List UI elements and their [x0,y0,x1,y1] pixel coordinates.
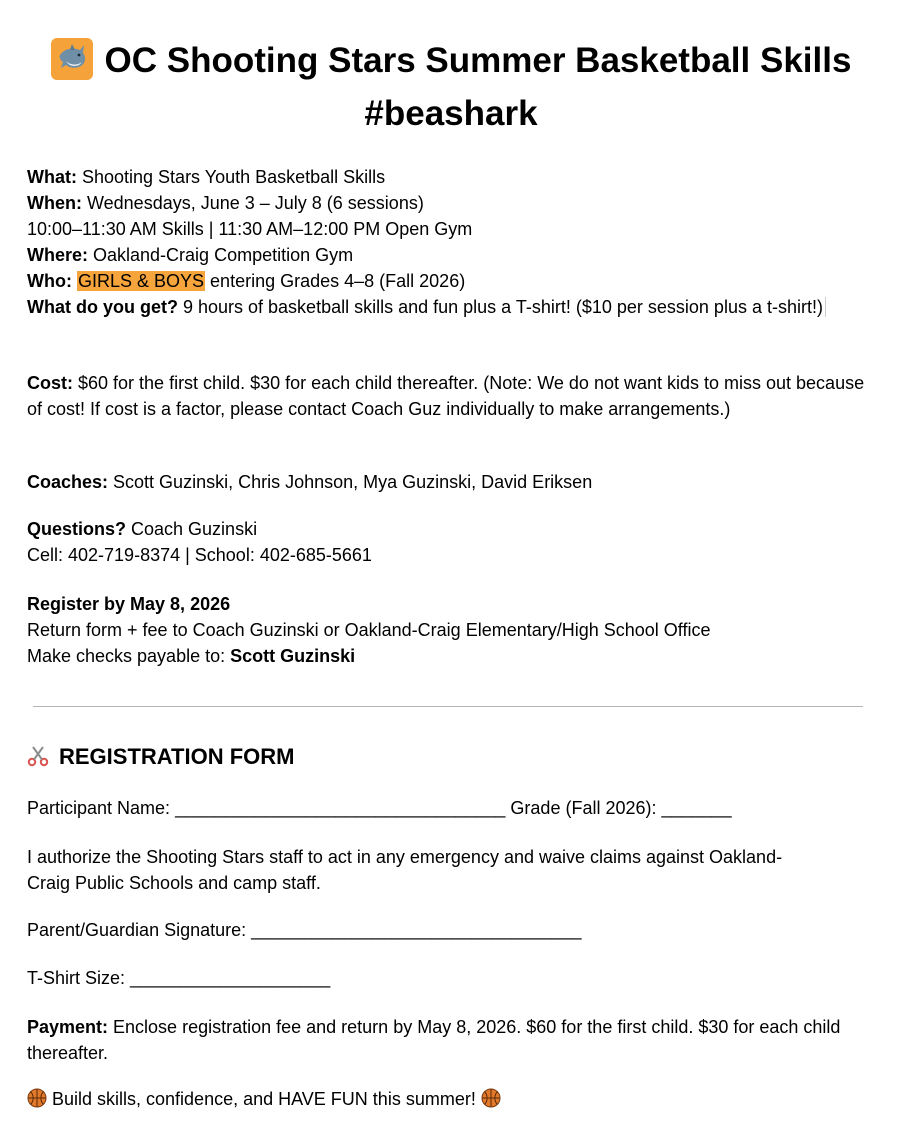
shark-icon [51,38,93,80]
return-instructions: Return form + fee to Coach Guzinski or Oakland-Craig Elementary/High School Office [27,620,711,640]
participant-label: Participant Name: [27,798,176,818]
questions-line [27,516,877,542]
who-value: entering Grades 4–8 (Fall 2026) [205,271,466,291]
questions-value: Coach Guzinski [126,519,258,539]
basketball-icon [27,1088,47,1108]
register-block [27,591,877,669]
info-block [27,164,877,320]
checks-text: Make checks payable to: [27,646,231,666]
registration-heading-text: REGISTRATION FORM [59,744,295,769]
where-label: Where: [27,245,89,265]
payment-paragraph [27,1014,867,1066]
what-you-get-line [27,294,847,320]
get-value: 9 hours of basketball skills and fun plus a T-shirt! ($10 per session plus a t-shirt!) [177,297,823,317]
participant-name-field[interactable]: _________________________________ [175,798,506,818]
grade-label: Grade (Fall 2026): [505,798,662,818]
tshirt-line [27,965,877,991]
register-deadline [27,591,877,617]
when-value: Wednesdays, June 3 – July 8 (6 sessions) [81,193,424,213]
tshirt-size-field[interactable]: ____________________ [130,968,331,988]
questions-block [27,516,877,568]
when-label: When: [27,193,82,213]
cost-label: Cost: [27,373,73,393]
closing-line [27,1086,877,1112]
registration-heading [27,742,294,772]
phone-numbers: Cell: 402-719-8374 | School: 402-685-5661 [27,545,372,565]
coaches-label: Coaches: [27,472,109,492]
where-line [27,242,877,268]
what-line [27,164,877,190]
title-hashtag: #beashark [364,94,538,133]
who-highlight: GIRLS & BOYS [78,271,205,291]
page-title [0,38,902,83]
signature-label: Parent/Guardian Signature: [27,920,252,940]
what-label: What: [27,167,77,187]
questions-label: Questions? [27,519,127,539]
scissors-icon [27,745,49,767]
cost-paragraph [27,370,877,422]
cost-value: $60 for the first child. $30 for each child thereafter. (Note: We do not want kids to miss out because of cost! If cost is a factor, please contact Coach Guz individually to make arrangements.) [27,373,865,419]
checks-name: Scott Guzinski [230,646,356,666]
register-deadline-text: Register by May 8, 2026 [27,594,231,614]
basketball-icon [481,1088,501,1108]
signature-field[interactable]: _________________________________ [251,920,582,940]
payment-label: Payment: [27,1017,109,1037]
divider [33,706,863,707]
signature-line [27,917,877,943]
authorization-text: I authorize the Shooting Stars staff to act in any emergency and waive claims against Oakland-Craig Public Schools and camp staff. [27,847,783,893]
title-line-1: OC Shooting Stars Summer Basketball Skills [104,41,852,80]
closing-text: Build skills, confidence, and HAVE FUN this summer! [47,1089,481,1109]
schedule-line: 10:00–11:30 AM Skills | 11:30 AM–12:00 PM Open Gym [27,219,473,239]
grade-field[interactable]: _______ [661,798,732,818]
get-label: What do you get? [27,297,178,317]
what-value: Shooting Stars Youth Basketball Skills [76,167,386,187]
text-cursor [825,297,826,317]
coaches-line [27,469,877,495]
when-line [27,190,877,216]
payment-value: Enclose registration fee and return by May 8, 2026. $60 for the first child. $30 for each child thereafter. [27,1017,841,1063]
participant-line [27,795,877,821]
tshirt-label: T-Shirt Size: [27,968,131,988]
coaches-value: Scott Guzinski, Chris Johnson, Mya Guzinski, David Eriksen [108,472,593,492]
where-value: Oakland-Craig Competition Gym [88,245,354,265]
who-line [27,268,877,294]
checks-line [27,643,877,669]
who-label: Who: [27,271,72,291]
